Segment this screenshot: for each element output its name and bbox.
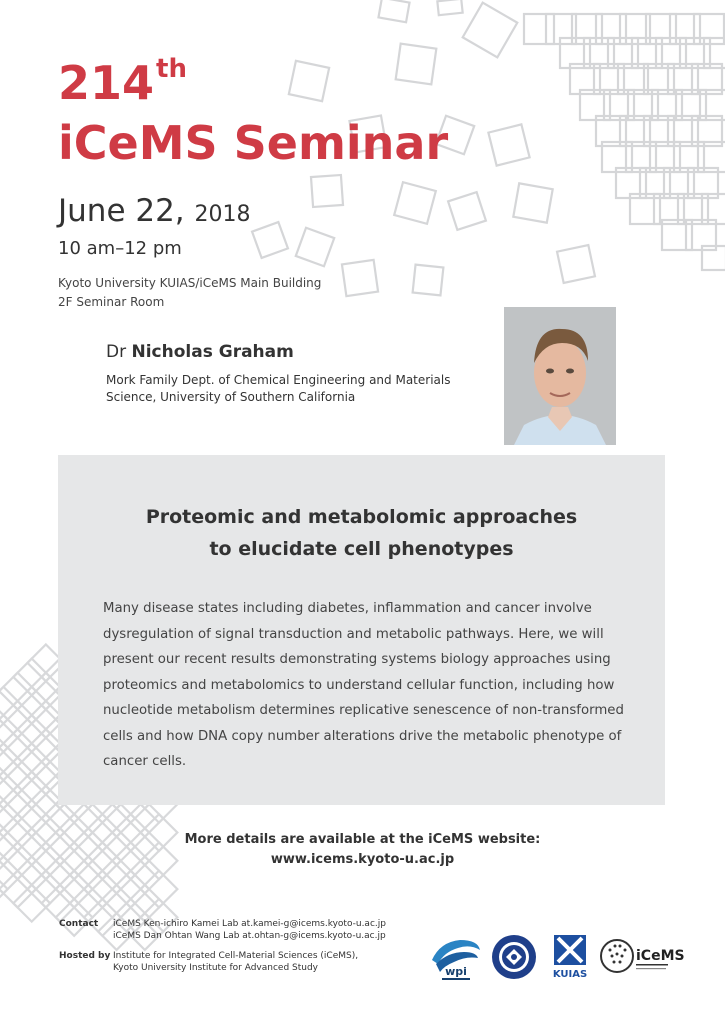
hosted-line-2: Kyoto University Institute for Advanced Study (113, 963, 319, 973)
contact-line-1[interactable]: iCeMS Ken-ichiro Kamei Lab at.kamei-g@icems.kyoto-u.ac.jp (113, 919, 386, 929)
hosted-info (113, 950, 358, 974)
abstract-line: proteomics and metabolomics to understand cellular function, including how (103, 677, 615, 693)
kuias-logo (550, 932, 590, 980)
event-time: 10 am–12 pm (58, 238, 182, 259)
event-date: June 22, 2018 (58, 193, 251, 229)
wpi-logo (430, 934, 482, 982)
affiliation-line-2: Science, University of Southern California (106, 390, 356, 404)
event-year: 2018 (194, 202, 251, 227)
abstract-line: cells and how DNA copy number alterations drive the metabolic phenotype of (103, 728, 622, 744)
more-info (0, 830, 725, 870)
abstract-text (103, 596, 633, 775)
abstract-line: cancer cells. (103, 754, 187, 769)
seminar-title: iCeMS Seminar (58, 116, 449, 170)
speaker-full-name: Nicholas Graham (131, 342, 294, 362)
hosted-label: Hosted by (59, 951, 111, 961)
contact-info (113, 918, 386, 942)
speaker-name (106, 342, 294, 362)
abstract-line: Many disease states including diabetes, inflammation and cancer involve (103, 601, 592, 616)
seminar-number-suffix: th (156, 54, 187, 84)
talk-title-line-1: Proteomic and metabolomic approaches (145, 506, 578, 528)
venue-line-1: Kyoto University KUIAS/iCeMS Main Building (58, 276, 322, 290)
speaker-prefix: Dr (106, 342, 127, 362)
hosted-line-1: Institute for Integrated Cell-Material Sciences (iCeMS), (113, 951, 359, 961)
speaker-photo (504, 307, 616, 445)
affiliation-line-1: Mork Family Dept. of Chemical Engineering and Materials (106, 373, 451, 387)
abstract-panel (58, 455, 665, 805)
abstract-line: nucleotide metabolism determines replicative senescence of non-transformed (103, 703, 624, 718)
kyoto-university-seal (490, 933, 538, 981)
talk-title-line-2: to elucidate cell phenotypes (209, 538, 514, 560)
website-link[interactable]: www.icems.kyoto-u.ac.jp (270, 852, 455, 867)
talk-title (58, 501, 665, 565)
svg-text:wpi: wpi (445, 965, 467, 978)
seminar-number: 214th (58, 54, 187, 110)
event-venue (58, 274, 321, 312)
more-info-text: More details are available at the iCeMS website: (184, 832, 541, 847)
speaker-affiliation (106, 372, 486, 406)
abstract-line: dysregulation of signal transduction and metabolic pathways. Here, we will (103, 626, 604, 642)
svg-text:KUIAS: KUIAS (552, 969, 588, 980)
contact-line-2[interactable]: iCeMS Dan Ohtan Wang Lab at.ohtan-g@icems.kyoto-u.ac.jp (113, 931, 386, 941)
abstract-line: present our recent results demonstrating systems biology approaches using (103, 652, 611, 667)
svg-text:iCeMS: iCeMS (636, 948, 685, 964)
contact-label: Contact (59, 919, 99, 929)
icems-logo (600, 934, 685, 982)
venue-line-2: 2F Seminar Room (58, 295, 165, 309)
